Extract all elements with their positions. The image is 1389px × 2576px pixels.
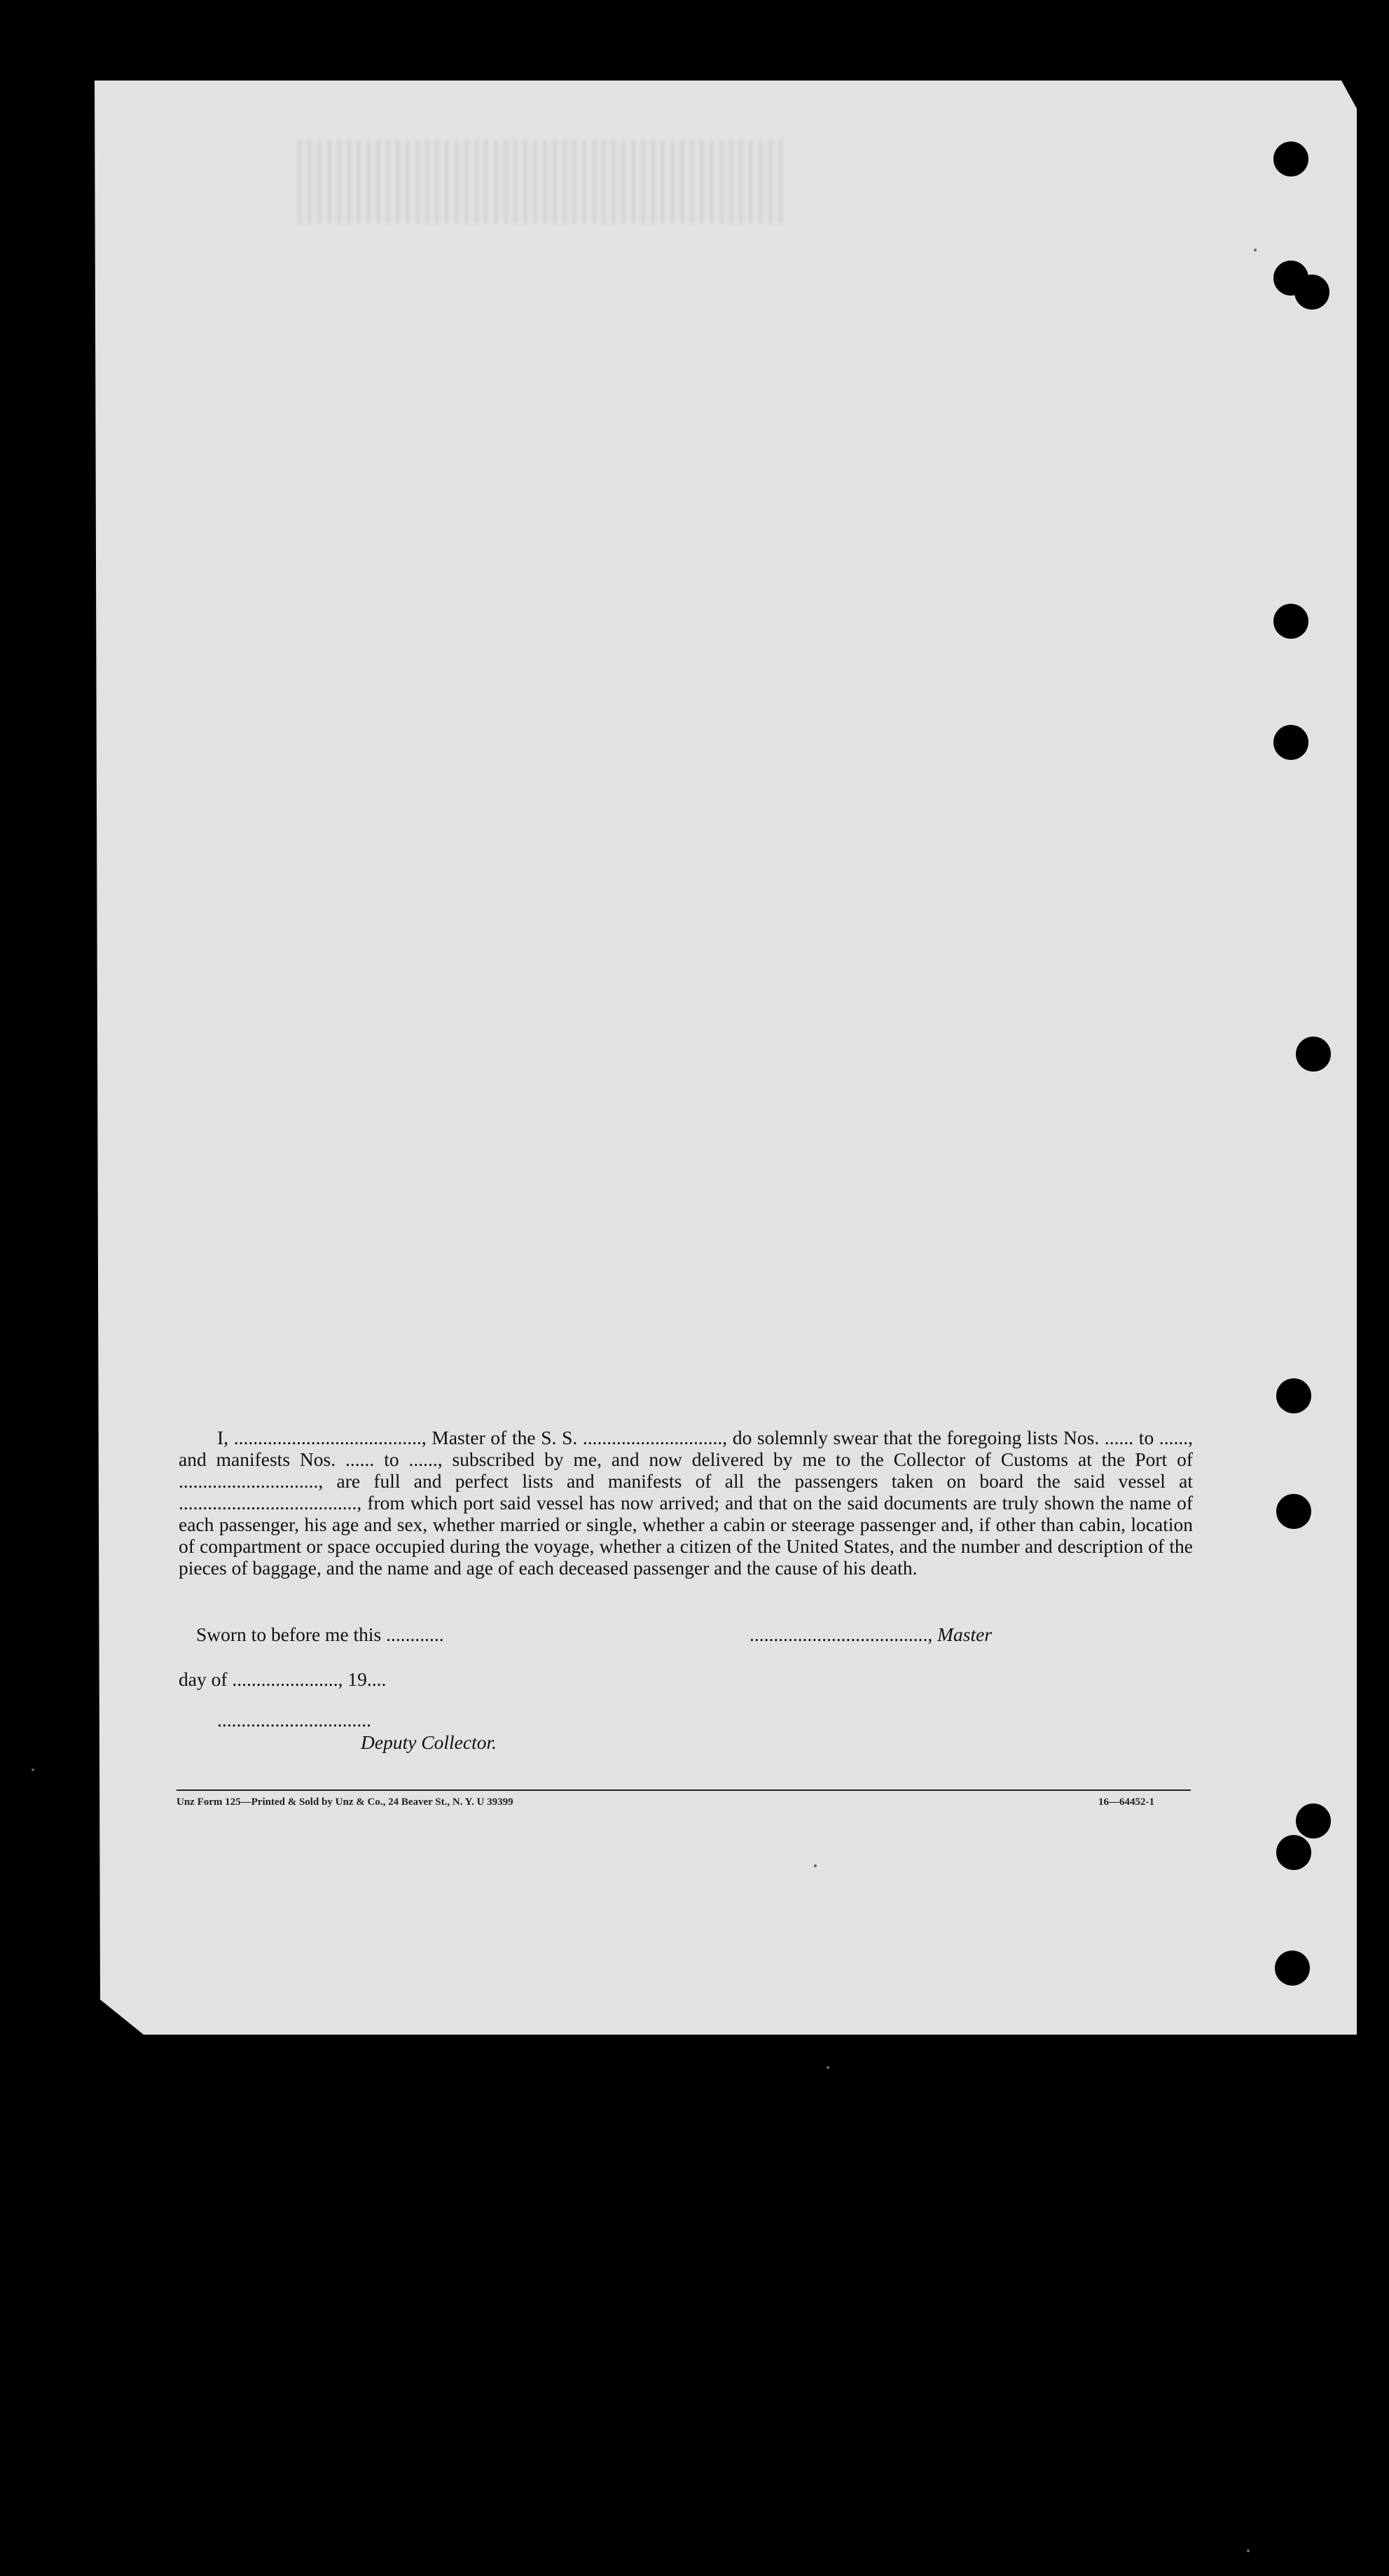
document-page [95, 81, 1357, 2035]
master-dots: ....................................., [749, 1623, 933, 1645]
scan-speck [32, 1768, 34, 1771]
punch-hole [1276, 1494, 1311, 1529]
footer-form-number: 16—64452-1 [1098, 1796, 1154, 1808]
punch-hole [1296, 1037, 1331, 1072]
day-line: day of ......................, 19.... [179, 1668, 387, 1690]
collector-label: Deputy Collector. [361, 1731, 497, 1753]
master-signature-line [749, 1623, 992, 1646]
footer-printer-note: Unz Form 125—Printed & Sold by Unz & Co., 24 Beaver St., N. Y. U 39399 [177, 1796, 513, 1808]
oath-paragraph: I, ......................................., Master of the S. S. ............................., do solemnly swear that the foregoing lists Nos. ...... to ......, and manifests Nos. ...... to ......, subscribed by me, and now delivered by me to the Collector of Customs at the Port of ............................., are full and perfect lists and manifests of all the passengers taken on board the said vessel at ....................................., from which port said vessel has now arrived; and that on the said documents are truly shown the name of each passenger, his age and sex, whether married or single, whether a cabin or steerage passenger and, if other than cabin, location of compartment or space occupied during the voyage, whether a citizen of the United States, and the number and description of the pieces of baggage, and the name and age of each deceased passenger and the cause of his death. [179, 1427, 1193, 1579]
faded-header-bleed [298, 140, 788, 224]
scan-speck [827, 2066, 829, 2069]
oath-text [179, 1427, 1193, 1579]
punch-hole [1276, 1378, 1311, 1413]
punch-hole [1294, 275, 1329, 310]
punch-hole [1276, 1835, 1311, 1870]
scan-speck [1254, 249, 1257, 251]
scan-speck [1247, 2549, 1250, 2552]
punch-hole [1275, 1951, 1310, 1986]
punch-hole [1273, 141, 1308, 176]
punch-hole [1273, 604, 1308, 639]
punch-hole [1273, 725, 1308, 760]
scan-speck [814, 1864, 817, 1867]
footer-rule [177, 1789, 1191, 1791]
punch-hole [1296, 1803, 1331, 1838]
master-label: Master [937, 1623, 993, 1645]
collector-dots: ................................ [217, 1709, 371, 1731]
sworn-line: Sworn to before me this ............ [196, 1623, 444, 1645]
